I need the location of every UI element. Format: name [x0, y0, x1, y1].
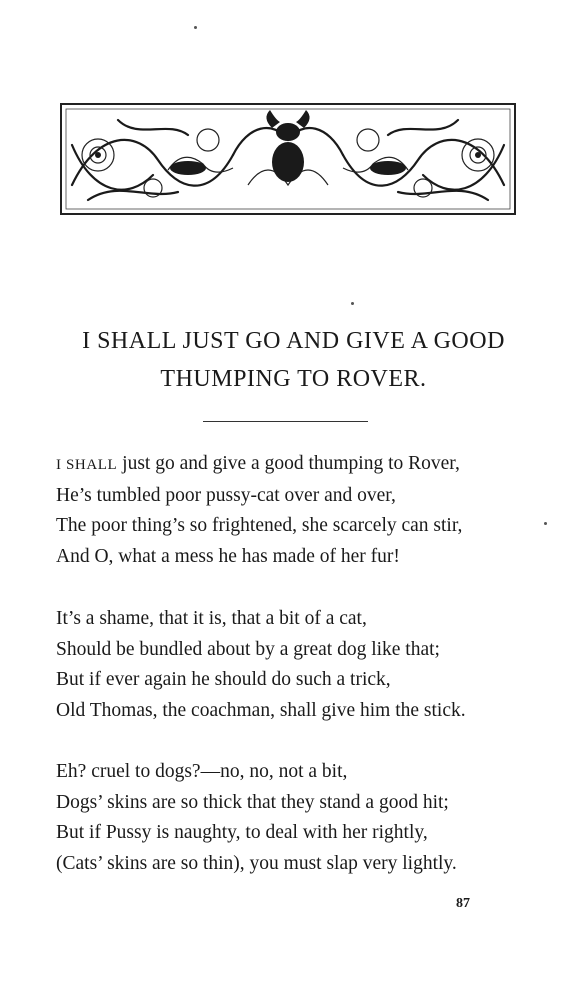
page-number: 87: [456, 896, 470, 911]
ink-speck: [544, 522, 547, 525]
poem-line: He’s tumbled poor pussy-cat over and over,: [56, 484, 396, 506]
title-divider: [203, 421, 368, 422]
small-caps-lead: I SHALL: [56, 457, 118, 473]
poem-line: Dogs’ skins are so thick that they stand a good hit;: [56, 791, 449, 813]
poem-line: And O, what a mess he has made of her fur!: [56, 545, 400, 567]
poem-title-line-2: THUMPING TO ROVER.: [160, 366, 427, 392]
poem-line: The poor thing’s so frightened, she scarcely can stir,: [56, 515, 463, 536]
poem-line-text: just go and give a good thumping to Rover,: [117, 453, 460, 474]
poem-line: [56, 449, 536, 481]
stanza-3: [56, 757, 536, 879]
ink-speck: [351, 302, 354, 305]
poem-line: But if ever again he should do such a trick,: [56, 669, 391, 690]
ink-speck: [194, 26, 197, 29]
poem-line: Eh? cruel to dogs?—no, no, not a bit,: [56, 761, 348, 782]
poem-title: [0, 322, 587, 398]
poem-line: But if Pussy is naughty, to deal with her rightly,: [56, 822, 428, 843]
poem-title-line-1: I SHALL JUST GO AND GIVE A GOOD: [82, 328, 505, 354]
poem-line: It’s a shame, that it is, that a bit of a cat,: [56, 608, 367, 629]
poem-line: Should be bundled about by a great dog like that;: [56, 638, 440, 660]
stanza-1: [56, 449, 536, 572]
stanza-2: [56, 604, 536, 726]
poem-line: (Cats’ skins are so thin), you must slap very lightly.: [56, 852, 457, 874]
ornamental-headpiece-icon: [58, 100, 518, 218]
poem-line: Old Thomas, the coachman, shall give him the stick.: [56, 699, 466, 721]
